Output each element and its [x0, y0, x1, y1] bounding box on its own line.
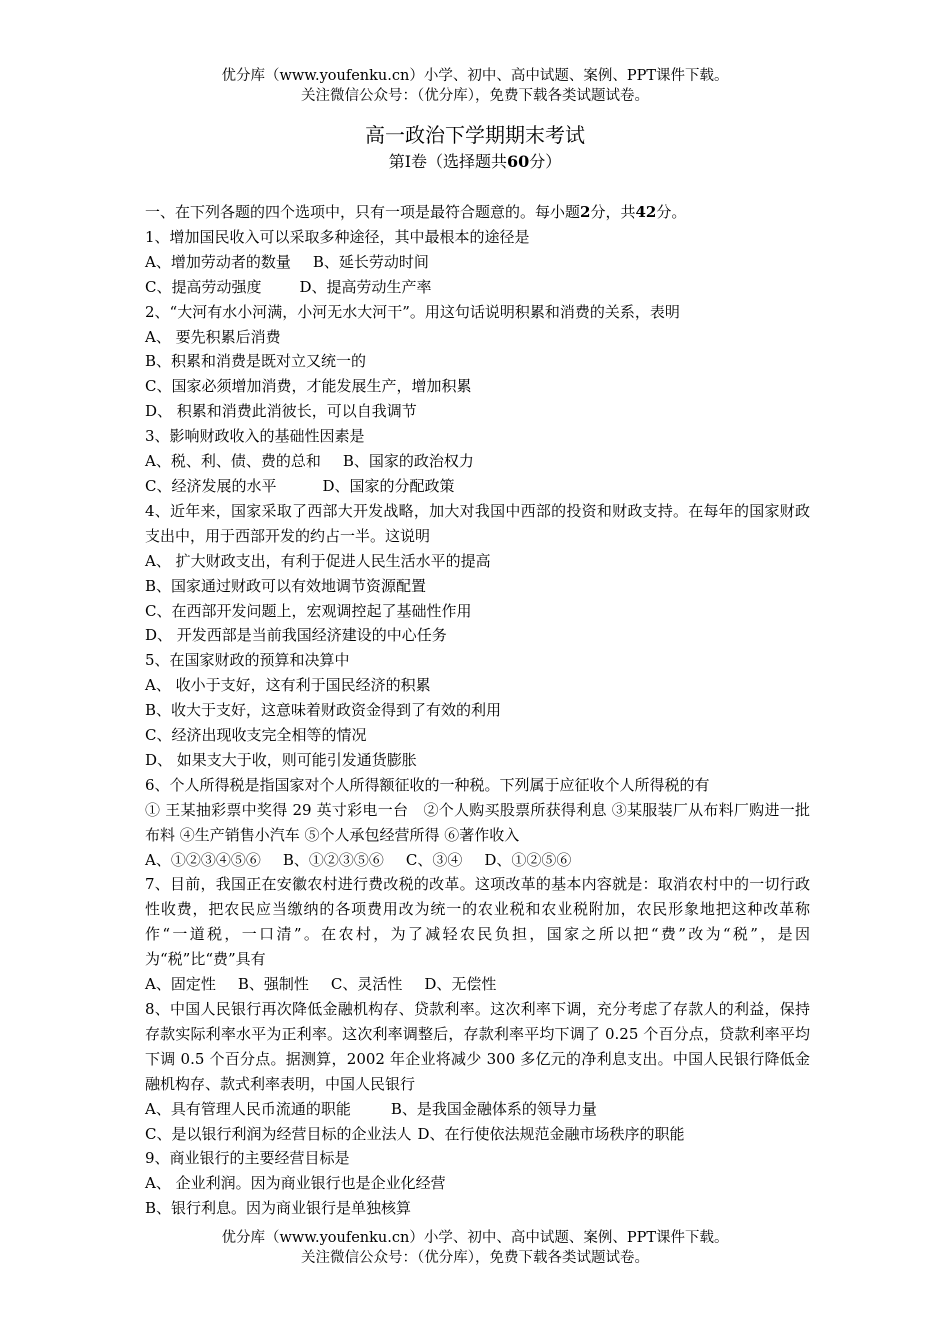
question-5-stem: 5、在国家财政的预算和决算中: [145, 651, 350, 670]
option-d: D、 开发西部是当前我国经济建设的中心任务: [145, 626, 447, 645]
option-b: B、①②③⑤⑥: [282, 850, 384, 869]
option-b: B、延长劳动时间: [312, 252, 429, 271]
question-8-options-cd: [145, 1122, 810, 1147]
option-c: C、提高劳动强度: [145, 277, 262, 296]
question-9-stem: 9、商业银行的主要经营目标是: [145, 1149, 350, 1168]
option-c: C、③④: [405, 850, 463, 869]
question-6-items: ① 王某抽彩票中奖得 29 英寸彩电一台 ②个人购买股票所获得利息 ③某服装厂从布料厂购进一批布料 ④生产销售小汽车 ⑤个人承包经营所得 ⑥著作收入: [145, 800, 810, 844]
footer-line-2: 关注微信公众号：（优分库），免费下载各类试题试卷。: [301, 1250, 649, 1266]
page-footer: [0, 1228, 950, 1268]
exam-content: [145, 200, 810, 1221]
option-b: B、积累和消费是既对立又统一的: [145, 352, 367, 371]
exam-title: 高一政治下学期期末考试: [365, 123, 585, 147]
option-c: C、经济出现收支完全相等的情况: [145, 726, 367, 745]
option-b: B、国家通过财政可以有效地调节资源配置: [145, 576, 427, 595]
option-a: A、增加劳动者的数量: [145, 252, 291, 271]
option-c: C、是以银行利润为经营目标的企业法人: [145, 1124, 412, 1143]
option-d: D、①②⑤⑥: [484, 850, 572, 869]
question-3-stem: 3、影响财政收入的基础性因素是: [145, 427, 365, 446]
section-instruction: 一、在下列各题的四个选项中，只有一项是最符合题意的。每小题2分，共42分。: [145, 203, 687, 221]
question-7-stem: 7、目前，我国正在安徽农村进行费改税的改革。这项改革的基本内容就是：取消农村中的一切行政性收费，把农民应当缴纳的各项费用改为统一的农业税和农业税附加，农民形象地把这种改革称作“一道税，一口清”。在农村，为了减轻农民负担，国家之所以把“费”改为“税”，是因为“税”比“费”具有: [145, 875, 810, 969]
header-line-2: 关注微信公众号：（优分库），免费下载各类试题试卷。: [301, 88, 649, 104]
exam-subtitle: 第Ⅰ卷（选择题共60分）: [388, 152, 562, 171]
question-4-stem: 4、近年来，国家采取了西部大开发战略，加大对我国中西部的投资和财政支持。在每年的国家财政支出中，用于西部开发的约占一半。这说明: [145, 501, 810, 545]
question-1-options-cd: [145, 275, 810, 300]
exam-title-block: [0, 120, 950, 174]
question-1-stem: 1、增加国民收入可以采取多种途径，其中最根本的途径是: [145, 227, 530, 246]
option-d: D、在行使依法规范金融市场秩序的职能: [417, 1124, 685, 1143]
option-c: C、灵活性: [330, 975, 403, 994]
option-d: D、国家的分配政策: [322, 476, 455, 495]
option-a: A、 收小于支好，这有利于国民经济的积累: [145, 676, 431, 695]
option-a: A、固定性: [145, 975, 216, 994]
option-b: B、银行利息。因为商业银行是单独核算: [145, 1199, 412, 1218]
option-d: D、 如果支大于收，则可能引发通货膨胀: [145, 750, 417, 769]
header-line-1: 优分库（www.youfenku.cn）小学、初中、高中试题、案例、PPT课件下载。: [221, 68, 729, 84]
option-a: A、 要先积累后消费: [145, 327, 281, 346]
option-a: A、 企业利润。因为商业银行也是企业化经营: [145, 1174, 446, 1193]
option-b: B、国家的政治权力: [342, 452, 474, 471]
page-header: [0, 66, 950, 106]
question-6-options: [145, 848, 810, 873]
question-7-options: [145, 972, 810, 997]
option-d: D、提高劳动生产率: [299, 277, 432, 296]
option-d: D、无偿性: [424, 975, 497, 994]
question-6-stem: 6、个人所得税是指国家对个人所得额征收的一种税。下列属于应征收个人所得税的有: [145, 775, 710, 794]
option-c: C、在西部开发问题上，宏观调控起了基础性作用: [145, 601, 472, 620]
option-a: A、具有管理人民币流通的职能: [145, 1099, 351, 1118]
question-1-options-ab: [145, 250, 810, 275]
option-b: B、是我国金融体系的领导力量: [390, 1099, 597, 1118]
option-b: B、强制性: [237, 975, 309, 994]
question-2-stem: 2、“大河有水小河满，小河无水大河干”。用这句话说明积累和消费的关系，表明: [145, 302, 680, 321]
option-d: D、 积累和消费此消彼长，可以自我调节: [145, 402, 417, 421]
footer-line-1: 优分库（www.youfenku.cn）小学、初中、高中试题、案例、PPT课件下载。: [221, 1230, 729, 1246]
question-3-options-cd: [145, 474, 810, 499]
option-a: A、①②③④⑤⑥: [145, 850, 261, 869]
question-3-options-ab: [145, 449, 810, 474]
question-8-stem: 8、中国人民银行再次降低金融机构存、贷款利率。这次利率下调，充分考虑了存款人的利益，保持存款实际利率水平为正利率。这次利率调整后，存款利率平均下调了 0.25 个百分点，贷款利率平均下调 0.5 个百分点。据测算，2002 年企业将减少 300 多亿元的净利息支出。中国人民银行降低金融机构存、款式利率表明，中国人民银行: [145, 1000, 810, 1093]
option-c: C、国家必须增加消费，才能发展生产，增加积累: [145, 377, 472, 396]
option-a: A、税、利、债、费的总和: [145, 452, 321, 471]
option-c: C、经济发展的水平: [145, 476, 277, 495]
option-b: B、收大于支好，这意味着财政资金得到了有效的利用: [145, 701, 502, 720]
option-a: A、 扩大财政支出，有利于促进人民生活水平的提高: [145, 551, 491, 570]
question-8-options-ab: [145, 1097, 810, 1122]
